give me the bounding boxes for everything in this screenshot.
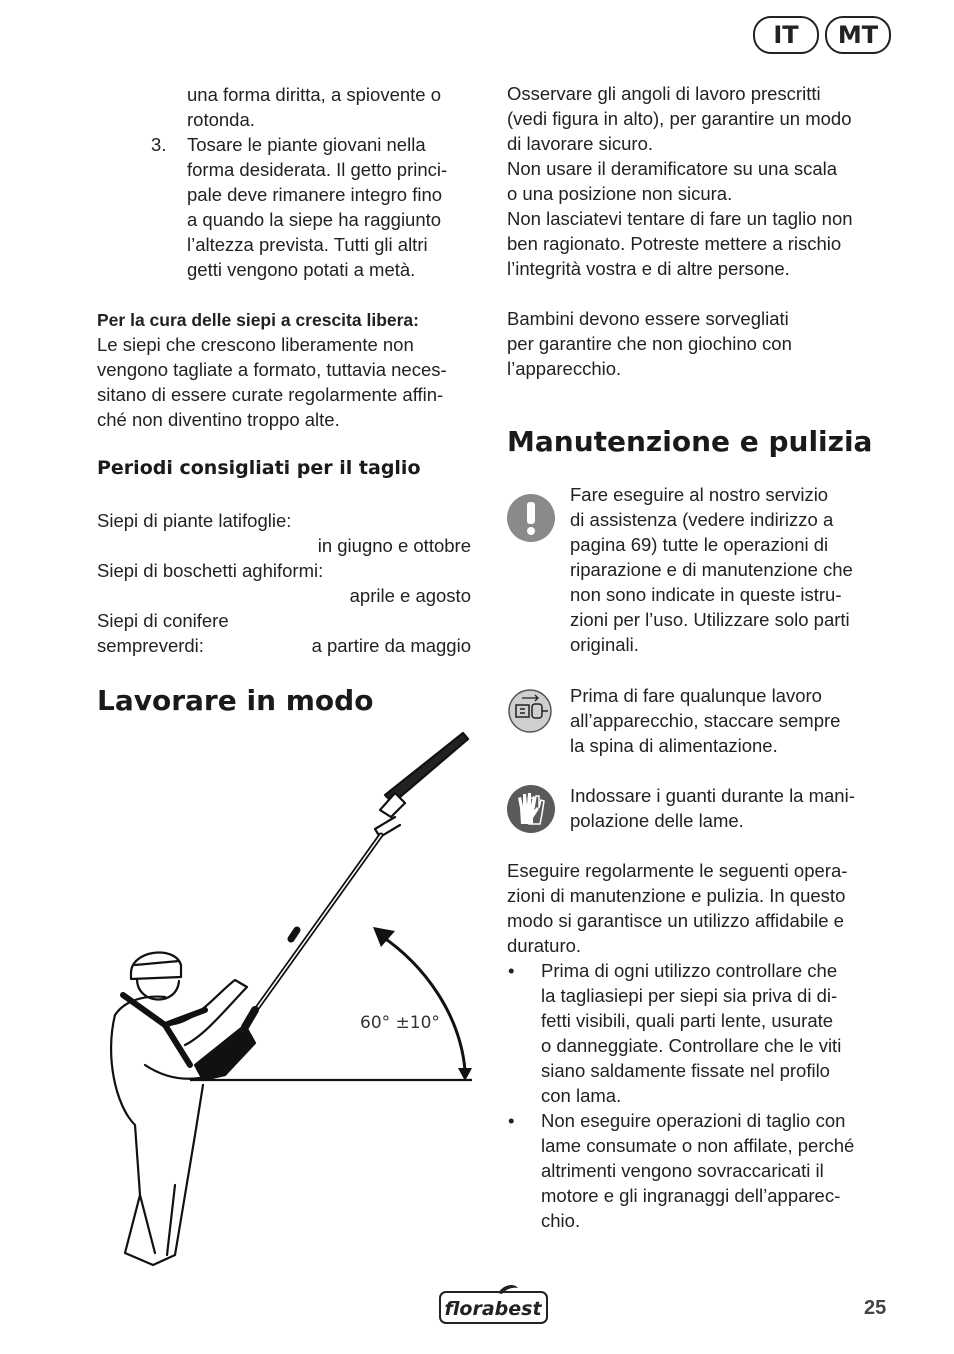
text-line: chio. bbox=[541, 1210, 581, 1231]
text-line: ché non diventino troppo alte. bbox=[97, 409, 340, 430]
text-line: getti vengono potati a metà. bbox=[187, 259, 416, 280]
brand-name: florabest bbox=[444, 1298, 542, 1320]
language-badge-it: IT bbox=[753, 16, 819, 54]
text-line: con lama. bbox=[541, 1085, 622, 1106]
text-line: di lavorare sicuro. bbox=[507, 133, 654, 154]
text-line: Non usare il deramificatore su una scala bbox=[507, 158, 838, 179]
text-line: per garantire che non giochino con bbox=[507, 333, 792, 354]
exclamation-icon bbox=[506, 493, 556, 543]
gloves-icon bbox=[506, 784, 556, 834]
period-label: sempreverdi: bbox=[97, 635, 204, 656]
text-line: fetti visibili, quali parti lente, usurate bbox=[541, 1010, 834, 1031]
text-line: originali. bbox=[570, 634, 639, 655]
bullet-marker: • bbox=[508, 960, 515, 981]
text-line: sitano di essere curate regolarmente affin- bbox=[97, 384, 444, 405]
text-line: polazione delle lame. bbox=[570, 810, 744, 831]
unplug-icon bbox=[508, 689, 552, 733]
text-line: altrimenti vengono sovraccaricati il bbox=[541, 1160, 824, 1181]
text-line: motore e gli ingranaggi dell’apparec- bbox=[541, 1185, 841, 1206]
text-line: modo si garantisce un utilizzo affidabile e bbox=[507, 910, 844, 931]
period-label: Siepi di conifere bbox=[97, 610, 229, 631]
text-line: forma desiderata. Il getto princi- bbox=[187, 159, 448, 180]
text-line: l’altezza prevista. Tutti gli altri bbox=[187, 234, 428, 255]
text-line: rotonda. bbox=[187, 109, 255, 130]
text-line: a quando la siepe ha raggiunto bbox=[187, 209, 442, 230]
text-line: la tagliasiepi per siepi sia priva di di- bbox=[541, 985, 838, 1006]
text-line: zioni di manutenzione e pulizia. In questo bbox=[507, 885, 846, 906]
text-line: all’apparecchio, staccare sempre bbox=[570, 710, 841, 731]
text-line: la spina di alimentazione. bbox=[570, 735, 778, 756]
period-label: Siepi di piante latifoglie: bbox=[97, 510, 292, 531]
text-line: Eseguire regolarmente le seguenti opera- bbox=[507, 860, 848, 881]
text-line: Le siepi che crescono liberamente non bbox=[97, 334, 414, 355]
text-line: di assistenza (vedere indirizzo a bbox=[570, 509, 834, 530]
text-line: pagina 69) tutte le operazioni di bbox=[570, 534, 829, 555]
text-line: Osservare gli angoli di lavoro prescritti bbox=[507, 83, 821, 104]
item-number: 3. bbox=[151, 134, 167, 155]
text-line: siano saldamente fissate nel profilo bbox=[541, 1060, 830, 1081]
text-line: pale deve rimanere integro fino bbox=[187, 184, 443, 205]
text-line: zioni per l’uso. Utilizzare solo parti bbox=[570, 609, 850, 630]
periods-heading: Periodi consigliati per il taglio bbox=[97, 457, 421, 479]
florabest-logo bbox=[438, 1284, 550, 1326]
period-label: Siepi di boschetti aghiformi: bbox=[97, 560, 324, 581]
text-line: riparazione e di manutenzione che bbox=[570, 559, 853, 580]
text-line: Non lasciatevi tentare di fare un taglio non bbox=[507, 208, 853, 229]
work-heading: Lavorare in modo bbox=[97, 684, 374, 717]
text-line: non sono indicate in queste istru- bbox=[570, 584, 842, 605]
language-badge-mt: MT bbox=[825, 16, 891, 54]
text-line: Fare eseguire al nostro servizio bbox=[570, 484, 829, 505]
text-line: o una posizione non sicura. bbox=[507, 183, 733, 204]
text-line: duraturo. bbox=[507, 935, 582, 956]
text-line: lame consumate o non affilate, perché bbox=[541, 1135, 855, 1156]
period-value: a partire da maggio bbox=[311, 635, 471, 656]
bullet-marker: • bbox=[508, 1110, 515, 1131]
text-line: o danneggiate. Controllare che le viti bbox=[541, 1035, 842, 1056]
text-line: Non eseguire operazioni di taglio con bbox=[541, 1110, 846, 1131]
text-line: l’apparecchio. bbox=[507, 358, 622, 379]
page-number: 25 bbox=[864, 1297, 887, 1319]
text-line: ben ragionato. Potreste mettere a rischio bbox=[507, 233, 842, 254]
text-line: una forma diritta, a spiovente o bbox=[187, 84, 442, 105]
text-line: Bambini devono essere sorvegliati bbox=[507, 308, 789, 329]
angle-label: 60° ±10° bbox=[360, 1013, 440, 1033]
period-value: aprile e agosto bbox=[349, 585, 471, 606]
text-line: Tosare le piante giovani nella bbox=[187, 134, 426, 155]
maintenance-heading: Manutenzione e pulizia bbox=[507, 425, 873, 458]
text-line: vengono tagliate a formato, tuttavia neces- bbox=[97, 359, 447, 380]
period-value: in giugno e ottobre bbox=[317, 535, 471, 556]
text-line: l’integrità vostra e di altre persone. bbox=[507, 258, 790, 279]
text-line: Prima di fare qualunque lavoro bbox=[570, 685, 822, 706]
free-growth-title: Per la cura delle siepi a crescita libera: bbox=[97, 310, 419, 330]
working-angle-illustration bbox=[95, 725, 480, 1270]
text-line: (vedi figura in alto), per garantire un modo bbox=[507, 108, 852, 129]
text-line: Prima di ogni utilizzo controllare che bbox=[541, 960, 838, 981]
text-line: Indossare i guanti durante la mani- bbox=[570, 785, 855, 806]
